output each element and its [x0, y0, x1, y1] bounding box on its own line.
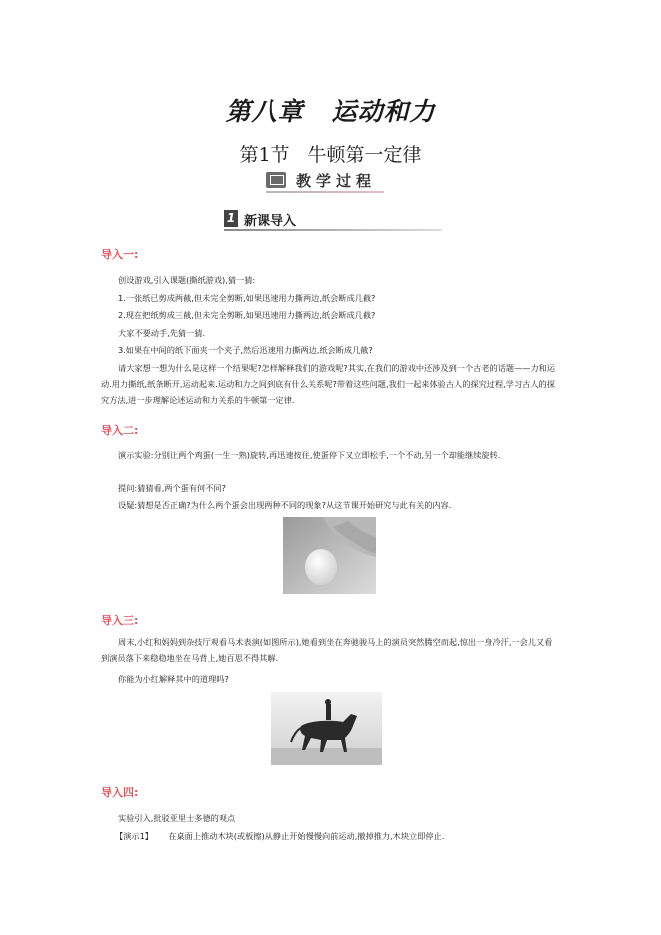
intro3-line: 你能为小红解释其中的道理吗?	[118, 674, 229, 684]
intro1-heading: 导入一:	[101, 248, 139, 261]
egg-spinning-photo	[283, 517, 376, 594]
horse-rider-photo	[271, 692, 382, 765]
section-title	[0, 140, 661, 167]
intro1-line: 大家不要动手,先猜一猜.	[118, 328, 206, 338]
new-lesson-underline	[224, 229, 442, 231]
intro1-line: 创设游戏,引入课题(撕纸游戏),猜一猜:	[118, 275, 256, 285]
section-name: 牛顿第一定律	[307, 144, 422, 166]
intro3-paragraph: 周末,小红和妈妈到杂技厅观看马术表演(如图所示),她看到坐在奔驰骏马上的演员突然腾空而起,惊出一身冷汗,一会儿又看到演员落下来稳稳地坐在马背上,她百思不得其解.	[101, 637, 553, 663]
demo-text: 在桌面上推动木块(或板擦)从静止开始慢慢向前运动,撤掉推力,木块立即停止.	[168, 831, 445, 841]
chapter-name: 运动和力	[331, 97, 436, 126]
intro4-heading: 导入四:	[101, 786, 139, 799]
intro1-line: 1.一张纸已剪成两截,但未完全剪断,如果迅速用力撕两边,纸会断成几截?	[118, 293, 376, 303]
chapter-title	[0, 92, 661, 128]
intro2-heading: 导入二:	[101, 424, 139, 437]
new-lesson-banner	[224, 210, 444, 232]
intro1-paragraph: 请大家想一想为什么是这样一个结果呢?怎样解释我们的游戏呢?其实,在我们的游戏中还涉及到一个古老的话题——力和运动.用力撕纸,纸条断开,运动起来.运动和力之间到底有什么关系呢?带着这些问题,我们一起来体验古人的探究过程,学习古人的探究方法,进一步理解论述运动和力关系的牛顿第一定律.	[101, 363, 556, 405]
chapter-number: 第八章	[225, 97, 304, 126]
teaching-process-banner	[266, 169, 386, 195]
demo-tag: 【演示1】	[115, 831, 153, 841]
new-lesson-number: 1	[224, 210, 238, 227]
teaching-process-label: 教学过程	[296, 172, 377, 190]
intro4-line: 实验引入,批驳亚里士多德的观点	[118, 813, 236, 823]
demo1-row	[115, 830, 444, 843]
intro2-line: 设疑:猜想是否正确?为什么两个蛋会出现两种不同的现象?从这节课开始研究与此有关的内容.	[118, 500, 452, 510]
intro2-line: 提问:猜猜看,两个蛋有何不同?	[118, 483, 226, 493]
intro2-paragraph: 演示实验:分别让两个鸡蛋(一生一熟)旋转,再迅速按住,使蛋停下又立即松手,一个不动,另一个却能继续旋转.	[118, 450, 501, 460]
monitor-icon	[266, 172, 286, 188]
intro1-line: 3.如果在中间的纸下面夹一个夹子,然后迅速用力撕两边,纸会断成几截?	[118, 345, 373, 355]
intro1-line: 2.现在把纸剪成三截,但未完全剪断,如果迅速用力撕两边,纸会断成几截?	[118, 310, 376, 320]
banner-underline	[266, 191, 384, 193]
section-number: 第1节	[239, 144, 290, 166]
new-lesson-label: 新课导入	[244, 214, 297, 229]
intro3-heading: 导入三:	[101, 614, 139, 627]
